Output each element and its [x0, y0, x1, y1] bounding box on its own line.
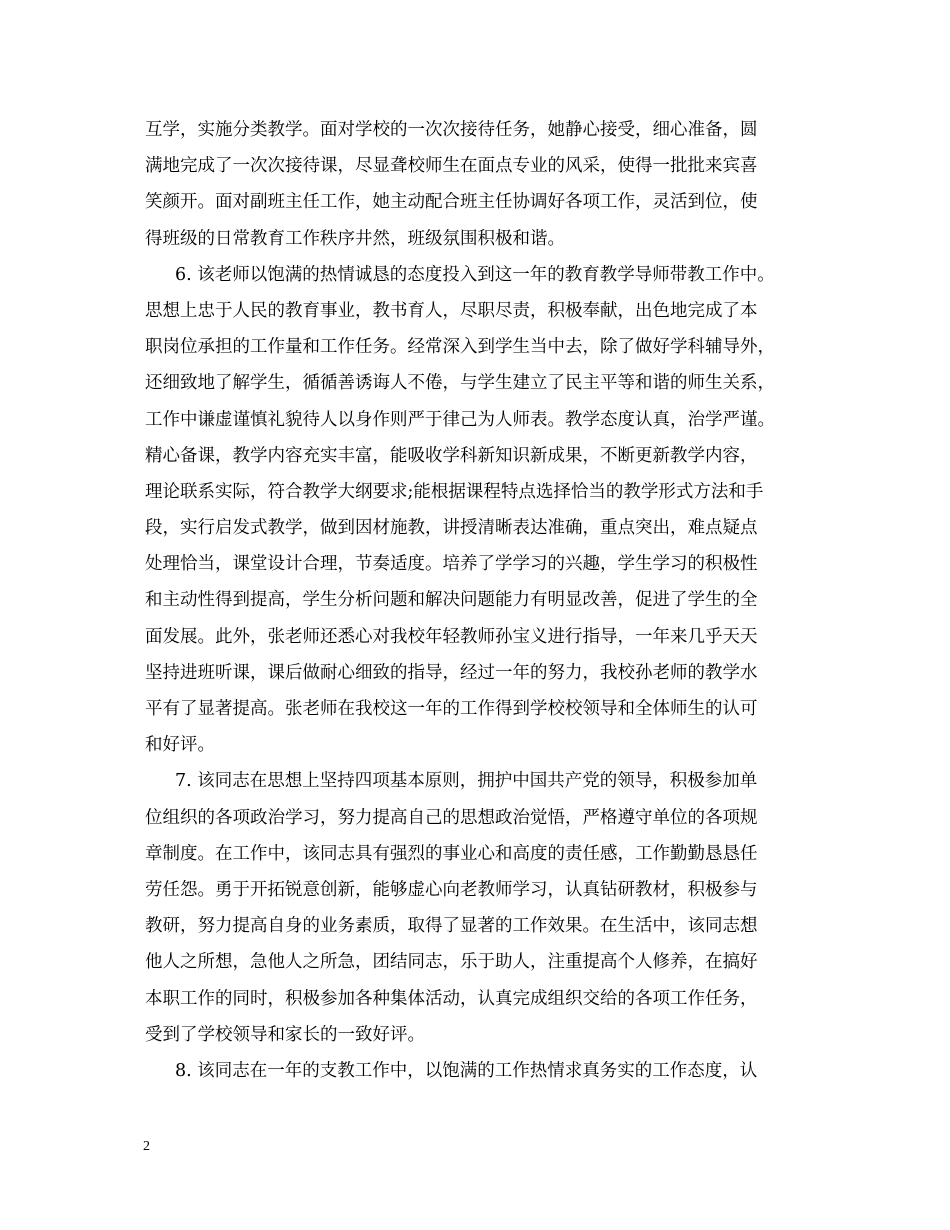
text-line: 8. 该同志在一年的支教工作中，以饱满的工作热情求真务实的工作态度，认 — [175, 1060, 758, 1081]
text-line: 位组织的各项政治学习，努力提高自己的思想政治觉悟，严格遵守单位的各项规 — [145, 807, 758, 828]
text-line: 段，实行启发式教学，做到因材施教，讲授清晰表达准确，重点突出，难点疑点 — [145, 518, 758, 539]
text-line: 理论联系实际，符合教学大纲要求;能根据课程特点选择恰当的教学形式方法和手 — [145, 481, 764, 502]
text-line: 章制度。在工作中，该同志具有强烈的事业心和高度的责任感，工作勤勤恳恳任 — [145, 843, 758, 864]
text-line: 面发展。此外，张老师还悉心对我校年轻教师孙宝义进行指导，一年来几乎天天 — [145, 626, 758, 647]
text-line: 工作中谦虚谨慎礼貌待人以身作则严于律己为人师表。教学态度认真，治学严谨。 — [145, 409, 775, 430]
text-line: 7. 该同志在思想上坚持四项基本原则，拥护中国共产党的领导，积极参加单 — [175, 771, 758, 792]
text-line: 和好评。 — [145, 735, 215, 756]
text-line: 思想上忠于人民的教育事业，教书育人，尽职尽责，积极奉献，出色地完成了本 — [145, 300, 758, 321]
text-line: 互学，实施分类教学。面对学校的一次次接待任务，她静心接受，细心准备，圆 — [145, 120, 758, 140]
text-line: 他人之所想，急他人之所急，团结同志，乐于助人，注重提高个人修养，在搞好 — [145, 952, 758, 973]
text-line: 本职工作的同时，积极参加各种集体活动，认真完成组织交给的各项工作任务， — [145, 988, 758, 1009]
text-line: 职岗位承担的工作量和工作任务。经常深入到学生当中去，除了做好学科辅导外， — [145, 337, 775, 358]
text-line: 平有了显著提高。张老师在我校这一年的工作得到学校校领导和全体师生的认可 — [145, 699, 758, 719]
text-line: 处理恰当，课堂设计合理，节奏适度。培养了学学习的兴趣，学生学习的积极性 — [145, 554, 758, 575]
text-line: 坚持进班听课，课后做耐心细致的指导，经过一年的努力，我校孙老师的教学水 — [145, 662, 758, 683]
text-line: 6. 该老师以饱满的热情诚恳的态度投入到这一年的教育教学导师带教工作中。 — [175, 264, 775, 285]
text-line: 满地完成了一次次接待课，尽显聋校师生在面点专业的风采，使得一批批来宾喜 — [145, 156, 758, 177]
text-line: 还细致地了解学生，循循善诱诲人不倦，与学生建立了民主平等和谐的师生关系， — [145, 373, 775, 394]
page-number: 2 — [143, 1139, 150, 1154]
text-line: 得班级的日常教育工作秩序井然，班级氛围积极和谐。 — [145, 228, 565, 249]
text-line: 精心备课，教学内容充实丰富，能吸收学科新知识新成果，不断更新教学内容， — [145, 445, 758, 466]
text-line: 教研，努力提高自身的业务素质，取得了显著的工作效果。在生活中，该同志想 — [145, 916, 758, 937]
text-line: 受到了学校领导和家长的一致好评。 — [145, 1024, 425, 1045]
text-line: 和主动性得到提高，学生分析问题和解决问题能力有明显改善，促进了学生的全 — [145, 590, 758, 611]
text-line: 笑颜开。面对副班主任工作，她主动配合班主任协调好各项工作，灵活到位，使 — [145, 192, 758, 213]
text-line: 劳任怨。勇于开拓锐意创新，能够虚心向老教师学习，认真钻研教材，积极参与 — [145, 879, 758, 900]
body-text — [145, 112, 805, 1089]
